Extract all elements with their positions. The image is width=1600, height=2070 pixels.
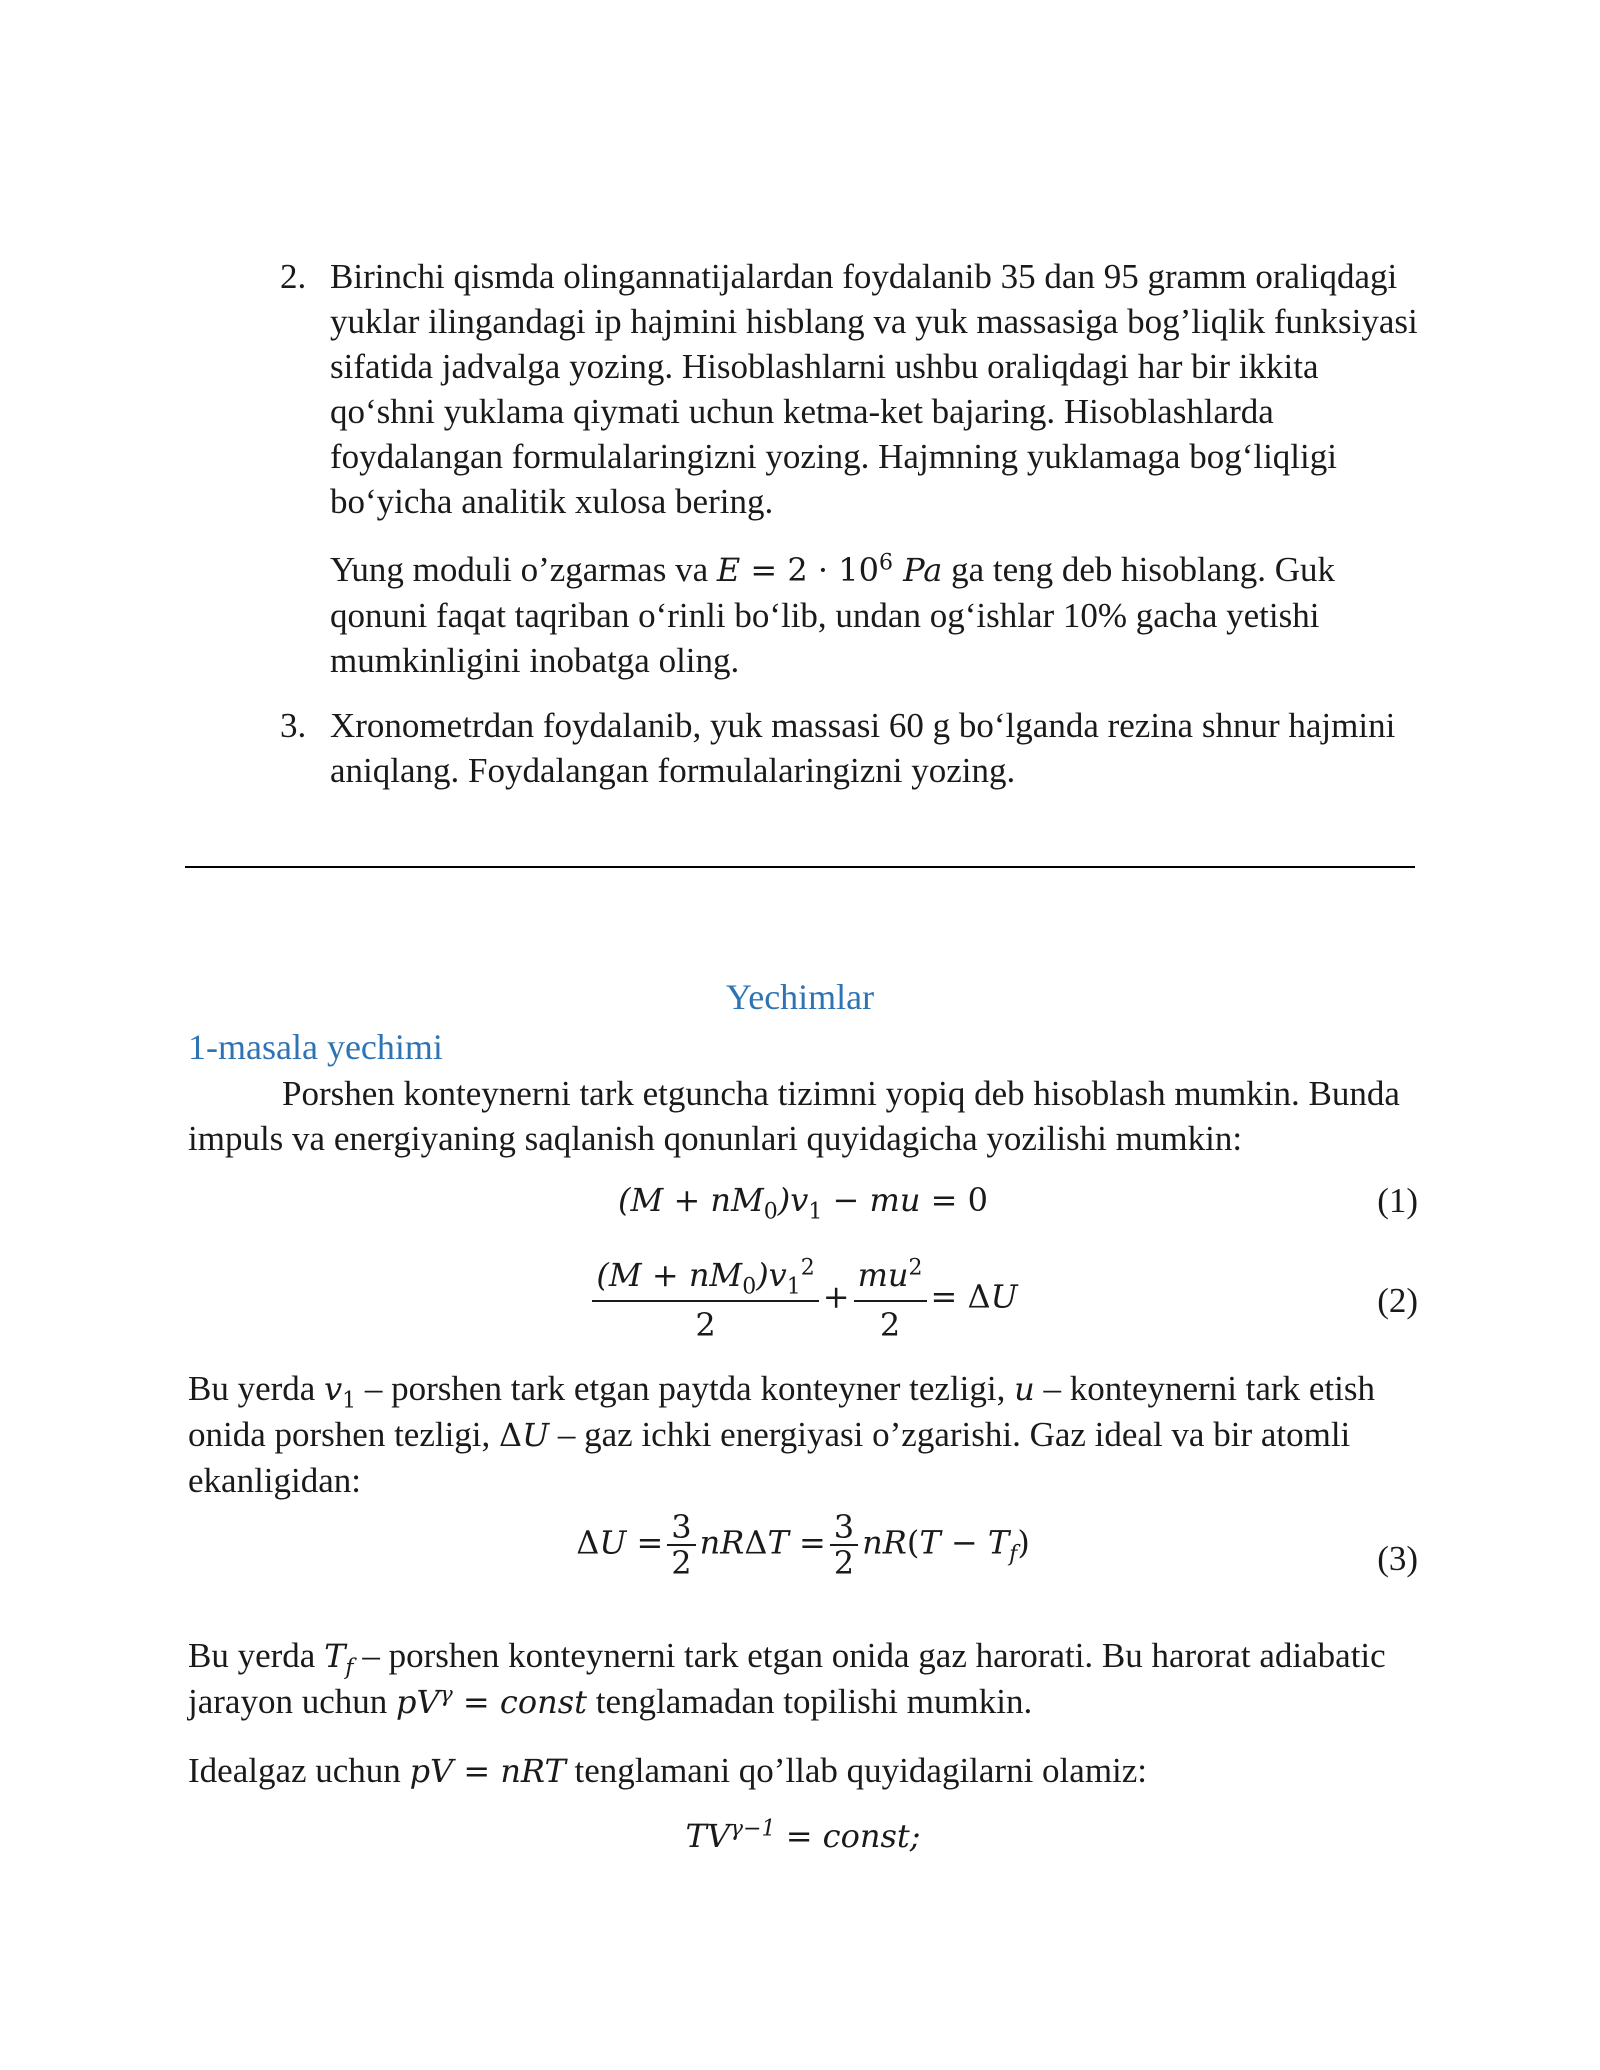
equation-3-number: (3) — [1377, 1539, 1418, 1578]
horizontal-divider — [185, 866, 1415, 868]
list-item-text: Birinchi qismda olingannatijalardan foydalanib 35 dan 95 gramm oraliqdagi yuklar ilingandagi ip hajmini hisblang va yuk massasiga bog’liqlik funksiyasi sifatida jadvalga yozing. Hisoblashlarni ushbu oraliqdagi har bir ikkita qo‘shni yuklama qiymati uchun ketma-ket bajaring. Hisoblashlarda foydalangan formulalaringizni yozing. Hajmning yuklamaga bog‘liqligi bo‘yicha analitik xulosa bering. — [330, 257, 1418, 521]
equation-4-formula: $TV^{\gamma-1}$ = const; — [685, 1816, 921, 1855]
solution-paragraph-4 — [188, 1748, 1418, 1794]
equation-2 — [188, 1250, 1418, 1350]
list-number: 3. — [280, 706, 307, 745]
solution-paragraph-3 — [188, 1633, 1418, 1725]
equation-1-number: (1) — [1377, 1181, 1418, 1220]
math-delta-u: ΔU — [499, 1416, 550, 1454]
math-v1: $v_1$ — [324, 1370, 357, 1414]
text-fragment: – porshen tark etgan paytda konteyner tezligi, — [356, 1369, 1015, 1408]
math-t-f: $T_f$ — [324, 1637, 354, 1681]
text-fragment: Bu yerda — [188, 1369, 325, 1408]
equation-1-formula: $(M + nM_0)v_1$ − mu = 0 — [618, 1181, 988, 1225]
text-fragment: – konteynerni tark etish onida porshen tezligi, — [188, 1369, 1375, 1454]
text-fragment: Bu yerda — [188, 1636, 325, 1675]
math-u: u — [1014, 1370, 1035, 1408]
solutions-heading: Yechimlar — [725, 977, 875, 1017]
equation-3 — [188, 1510, 1418, 1610]
youngs-modulus-formula: $E = 2 \cdot 10^6$ Pa — [716, 550, 943, 589]
text-fragment: – porshen konteynerni tark etgan onida gaz harorati. Bu harorat adiabatic jarayon uchun — [188, 1636, 1386, 1721]
text-fragment: tenglamadan topilishi mumkin. — [586, 1682, 1033, 1721]
text-fragment: Idealgaz uchun — [188, 1751, 410, 1790]
math-ideal-gas: pV = nRT — [409, 1752, 566, 1790]
text-fragment: – gaz ichki energiyasi o’zgarishi. Gaz ideal va bir atomli ekanligidan: — [188, 1415, 1351, 1500]
text-fragment: tenglamani qo’llab quyidagilarni olamiz: — [565, 1751, 1148, 1790]
list-number: 2. — [280, 257, 307, 296]
solution-paragraph-2 — [188, 1366, 1418, 1503]
problem-1-solution-heading: 1-masala yechimi — [188, 1027, 443, 1067]
equation-3-formula: ΔU = $\frac{3}{2}$ nRΔT = $\frac{3}{2}$ $nR(T - T_f)$ — [576, 1508, 1030, 1582]
equation-2-number: (2) — [1377, 1281, 1418, 1320]
note-text-before: Yung moduli o’zgarmas va — [330, 550, 717, 589]
math-adiabatic: $pV^\gamma$ = const — [395, 1682, 587, 1721]
list-item-note — [330, 547, 1420, 683]
solution-paragraph-1: Porshen konteynerni tark etguncha tizimni yopiq deb hisoblash mumkin. Bunda impuls va energiyaning saqlanish qonunlari quyidagicha yozilishi mumkin: — [188, 1074, 1400, 1158]
equation-1 — [188, 1178, 1418, 1238]
note-text-after: ga teng deb hisoblang. Guk qonuni faqat taqriban o‘rinli bo‘lib, undan og‘ishlar 10% gacha yetishi mumkinligini inobatga oling. — [330, 550, 1336, 680]
equation-4 — [188, 1814, 1418, 1874]
equation-2-formula: $\frac{(M + nM_0)v_1^2}{2}$ + $\frac{mu^2}{2}$ = ΔU — [188, 1250, 1418, 1348]
list-item-text: Xronometrdan foydalanib, yuk massasi 60 g bo‘lganda rezina shnur hajmini aniqlang. Foydalangan formulalaringizni yozing. — [330, 706, 1396, 790]
